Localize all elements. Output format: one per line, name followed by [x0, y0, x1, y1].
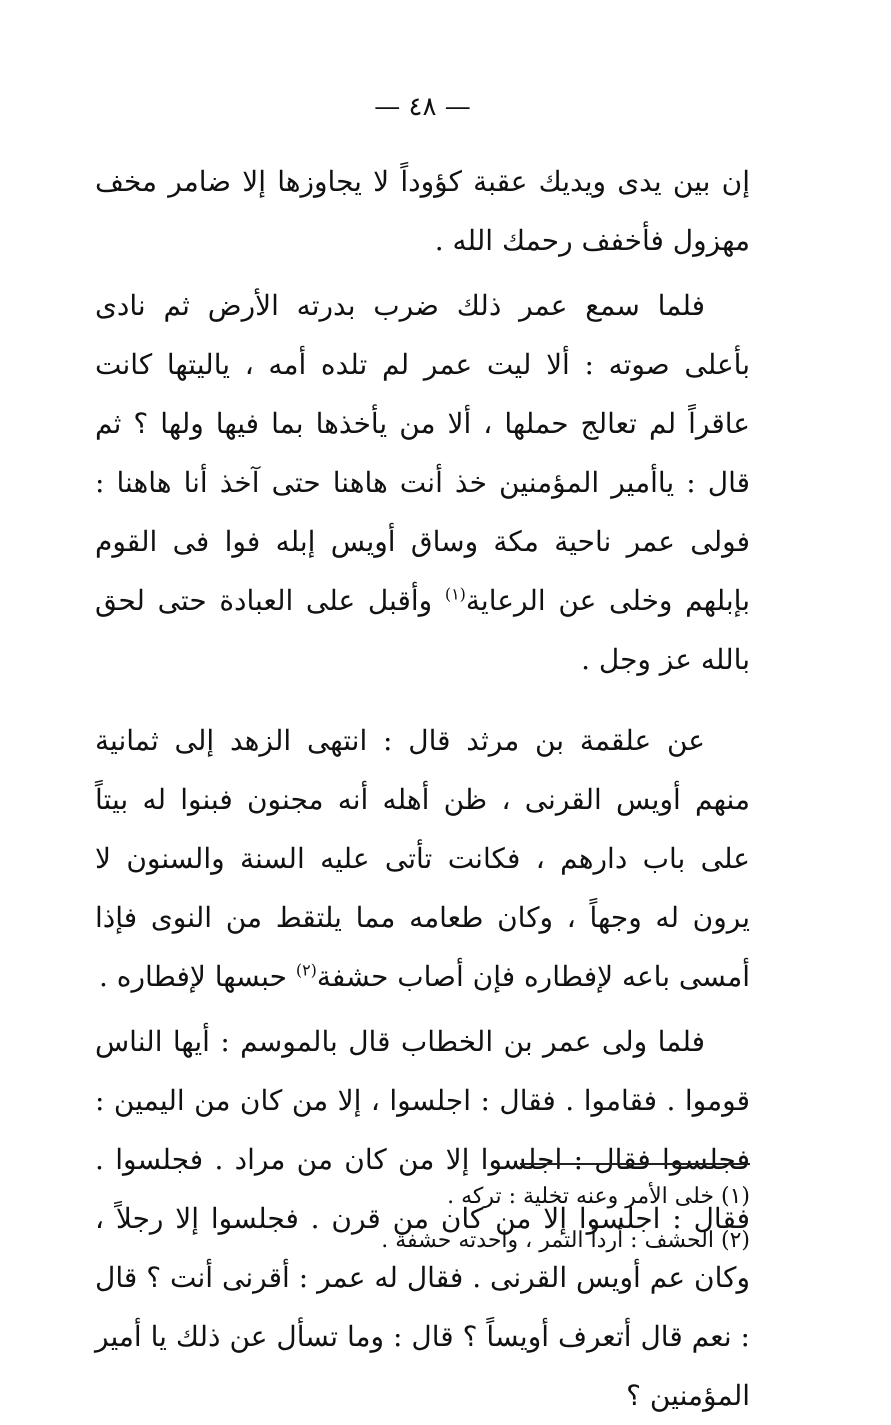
footnote-divider	[520, 1163, 750, 1165]
book-page	[95, 80, 750, 1412]
footnote-ref-2: (٢)	[295, 960, 317, 980]
paragraph-1	[95, 152, 750, 270]
paragraph-1-text: إن بين يدى ويديك عقبة كؤوداً لا يجاوزها إلا ضامر مخف مهزول فأخفف رحمك الله .	[95, 165, 750, 257]
footnotes	[95, 1175, 750, 1263]
paragraph-3-text: عن علقمة بن مرثد قال : انتهى الزهد إلى ثمانية منهم أويس القرنى ، ظن أهله أنه مجنون فبنوا له بيتاً على باب دارهم ، فكانت تأتى عليه السنة والسنون لا يرون له وجهاً ، وكان طعامه مما يلتقط من النوى فإذا أمسى باعه لإفطاره فإن أصاب حشفة	[95, 724, 750, 993]
footnote-ref-1: (١)	[444, 584, 466, 604]
paragraph-2	[95, 276, 750, 689]
paragraph-2-text: فلما سمع عمر ذلك ضرب بدرته الأرض ثم نادى بأعلى صوته : ألا ليت عمر لم تلده أمه ، ياليتها كانت عاقراً لم تعالج حملها ، ألا من يأخذها بما فيها ولها ؟ ثم قال : ياأمير المؤمنين خذ أنت هاهنا حتى آخذ أنا هاهنا : فولى عمر ناحية مكة وساق أويس إبله فوا فى القوم بإبلهم وخلى عن الرعاية	[95, 289, 750, 617]
footnote-1: (١) خلى الأمر وعنه تخلية : تركه .	[447, 1184, 750, 1209]
footnote-2: (٢) الحشف : أردأ التمر ، واحدته حشفة .	[381, 1228, 750, 1253]
page-number: — ٤٨ —	[374, 92, 471, 122]
paragraph-3-text-end: حبسها لإفطاره .	[99, 960, 296, 993]
paragraph-3	[95, 711, 750, 1006]
paragraph-2-text-end: وأقبل على العبادة حتى لحق بالله عز وجل .	[95, 584, 750, 676]
paragraph-4-text: فلما ولى عمر بن الخطاب قال بالموسم : أيها الناس قوموا . فقاموا . فقال : اجلسوا ، إلا من كان من اليمين : فجلسوا فقال : اجلسوا إلا من كان من مراد . فجلسوا . فقال : اجلسوا إلا من كان من قرن . فجلسوا إلا رجلاً ، وكان عم أويس القرنى . فقال له عمر : أقرنى أنت ؟ قال : نعم قال أتعرف أويساً ؟ قال : وما تسأل عن ذلك يا أمير المؤمنين ؟	[95, 1025, 750, 1412]
